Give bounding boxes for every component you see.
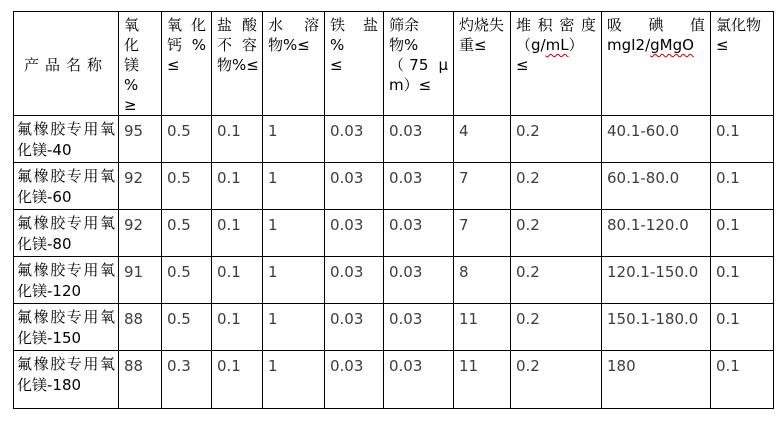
cell-iron-salt: 0.03 — [325, 116, 384, 163]
header-line: ≥ — [124, 96, 137, 114]
header-line: 盐 酸 — [217, 16, 257, 34]
cell-iodine-value: 60.1-80.0 — [602, 163, 711, 210]
cell-iron-salt: 0.03 — [325, 210, 384, 257]
cell-iodine-value: 40.1-60.0 — [602, 116, 711, 163]
header-line: 灼烧失 — [459, 16, 505, 34]
header-line: ≤ — [330, 56, 343, 74]
cell-iodine-value: 120.1-150.0 — [602, 257, 711, 304]
column-header-hcl-insoluble — [212, 12, 263, 116]
table-row — [14, 163, 774, 210]
cell-calcium-oxide: 0.5 — [162, 304, 212, 351]
cell-bulk-density: 0.2 — [511, 351, 602, 409]
column-header-product-name — [14, 12, 119, 116]
cell-hcl-insoluble: 0.1 — [212, 351, 263, 409]
column-header-iodine-value — [602, 12, 711, 116]
cell-iron-salt: 0.03 — [325, 351, 384, 409]
header-line: 水 溶 — [268, 16, 319, 34]
table-row — [14, 210, 774, 257]
cell-chloride: 0.1 — [711, 304, 774, 351]
cell-magnesium-oxide: 88 — [119, 351, 162, 409]
cell-iodine-value: 80.1-120.0 — [602, 210, 711, 257]
cell-calcium-oxide: 0.5 — [162, 257, 212, 304]
header-line: 钙 % — [167, 36, 206, 54]
header-line: 堆 积 密 度 — [516, 16, 596, 34]
cell-ignition-loss: 11 — [454, 351, 511, 409]
cell-sieve-residue: 0.03 — [384, 304, 454, 351]
header-line: 吸 碘 值 — [607, 16, 705, 34]
header-line: 重≤ — [459, 36, 487, 54]
cell-calcium-oxide: 0.5 — [162, 210, 212, 257]
cell-ignition-loss: 4 — [454, 116, 511, 163]
column-header-magnesium-oxide — [119, 12, 162, 116]
header-line: mgI2/gMgO — [607, 36, 694, 54]
header-row — [14, 12, 774, 116]
cell-hcl-insoluble: 0.1 — [212, 163, 263, 210]
cell-bulk-density: 0.2 — [511, 163, 602, 210]
column-header-bulk-density — [511, 12, 602, 116]
product-name-cell: 氟橡胶专用氧化镁-80 — [14, 210, 119, 257]
header-line: 氧 化 — [167, 16, 206, 34]
header-line: 产品名称 — [23, 56, 108, 74]
header-line: 铁 盐 % — [330, 16, 378, 54]
cell-hcl-insoluble: 0.1 — [212, 304, 263, 351]
cell-water-soluble: 1 — [263, 351, 325, 409]
cell-sieve-residue: 0.03 — [384, 351, 454, 409]
cell-ignition-loss: 11 — [454, 304, 511, 351]
cell-chloride: 0.1 — [711, 210, 774, 257]
cell-chloride: 0.1 — [711, 163, 774, 210]
column-header-chloride — [711, 12, 774, 116]
cell-sieve-residue: 0.03 — [384, 163, 454, 210]
cell-water-soluble: 1 — [263, 257, 325, 304]
cell-bulk-density: 0.2 — [511, 304, 602, 351]
cell-bulk-density: 0.2 — [511, 116, 602, 163]
column-header-calcium-oxide — [162, 12, 212, 116]
table-row — [14, 351, 774, 409]
product-name-cell: 氟橡胶专用氧化镁-150 — [14, 304, 119, 351]
cell-calcium-oxide: 0.5 — [162, 163, 212, 210]
cell-hcl-insoluble: 0.1 — [212, 257, 263, 304]
product-spec-table — [13, 11, 774, 409]
product-name-cell: 氟橡胶专用氧化镁-120 — [14, 257, 119, 304]
cell-iron-salt: 0.03 — [325, 304, 384, 351]
product-name-cell: 氟橡胶专用氧化镁-40 — [14, 116, 119, 163]
cell-bulk-density: 0.2 — [511, 210, 602, 257]
product-name-cell: 氟橡胶专用氧化镁-180 — [14, 351, 119, 409]
spec-table-body — [14, 116, 774, 409]
cell-chloride: 0.1 — [711, 116, 774, 163]
column-header-ignition-loss — [454, 12, 511, 116]
cell-water-soluble: 1 — [263, 116, 325, 163]
header-line: 筛余物% — [389, 16, 420, 54]
cell-calcium-oxide: 0.3 — [162, 351, 212, 409]
table-row — [14, 304, 774, 351]
cell-bulk-density: 0.2 — [511, 257, 602, 304]
header-line: 氧 化 — [124, 16, 140, 54]
spellcheck-underline-text: mL — [545, 36, 569, 54]
cell-iron-salt: 0.03 — [325, 257, 384, 304]
spellcheck-underline-text: gMgO — [650, 36, 694, 54]
cell-water-soluble: 1 — [263, 210, 325, 257]
cell-calcium-oxide: 0.5 — [162, 116, 212, 163]
cell-magnesium-oxide: 92 — [119, 210, 162, 257]
header-line: ≤ — [167, 56, 180, 74]
header-line: （g/mL）≤ — [516, 36, 584, 74]
cell-chloride: 0.1 — [711, 257, 774, 304]
spec-table-head — [14, 12, 774, 116]
header-line: （75 μ — [389, 56, 448, 74]
product-name-cell: 氟橡胶专用氧化镁-60 — [14, 163, 119, 210]
document-page — [13, 11, 774, 409]
cell-ignition-loss: 7 — [454, 163, 511, 210]
column-header-iron-salt — [325, 12, 384, 116]
table-row — [14, 116, 774, 163]
cell-iodine-value: 150.1-180.0 — [602, 304, 711, 351]
cell-magnesium-oxide: 88 — [119, 304, 162, 351]
cell-magnesium-oxide: 95 — [119, 116, 162, 163]
cell-ignition-loss: 8 — [454, 257, 511, 304]
column-header-water-soluble — [263, 12, 325, 116]
cell-ignition-loss: 7 — [454, 210, 511, 257]
column-header-sieve-residue — [384, 12, 454, 116]
table-row — [14, 257, 774, 304]
cell-magnesium-oxide: 91 — [119, 257, 162, 304]
header-line: 物%≤ — [217, 56, 259, 74]
header-line: 物%≤ — [268, 36, 310, 54]
header-line: 氯化物 — [716, 16, 762, 34]
cell-chloride: 0.1 — [711, 351, 774, 409]
header-line: ≤ — [716, 36, 729, 54]
cell-sieve-residue: 0.03 — [384, 257, 454, 304]
cell-hcl-insoluble: 0.1 — [212, 116, 263, 163]
header-line: 镁 % — [124, 56, 140, 94]
header-line: 不 容 — [217, 36, 257, 54]
cell-sieve-residue: 0.03 — [384, 116, 454, 163]
header-line: m）≤ — [389, 76, 432, 94]
cell-iodine-value: 180 — [602, 351, 711, 409]
cell-iron-salt: 0.03 — [325, 163, 384, 210]
cell-sieve-residue: 0.03 — [384, 210, 454, 257]
cell-water-soluble: 1 — [263, 163, 325, 210]
cell-magnesium-oxide: 92 — [119, 163, 162, 210]
cell-hcl-insoluble: 0.1 — [212, 210, 263, 257]
cell-water-soluble: 1 — [263, 304, 325, 351]
